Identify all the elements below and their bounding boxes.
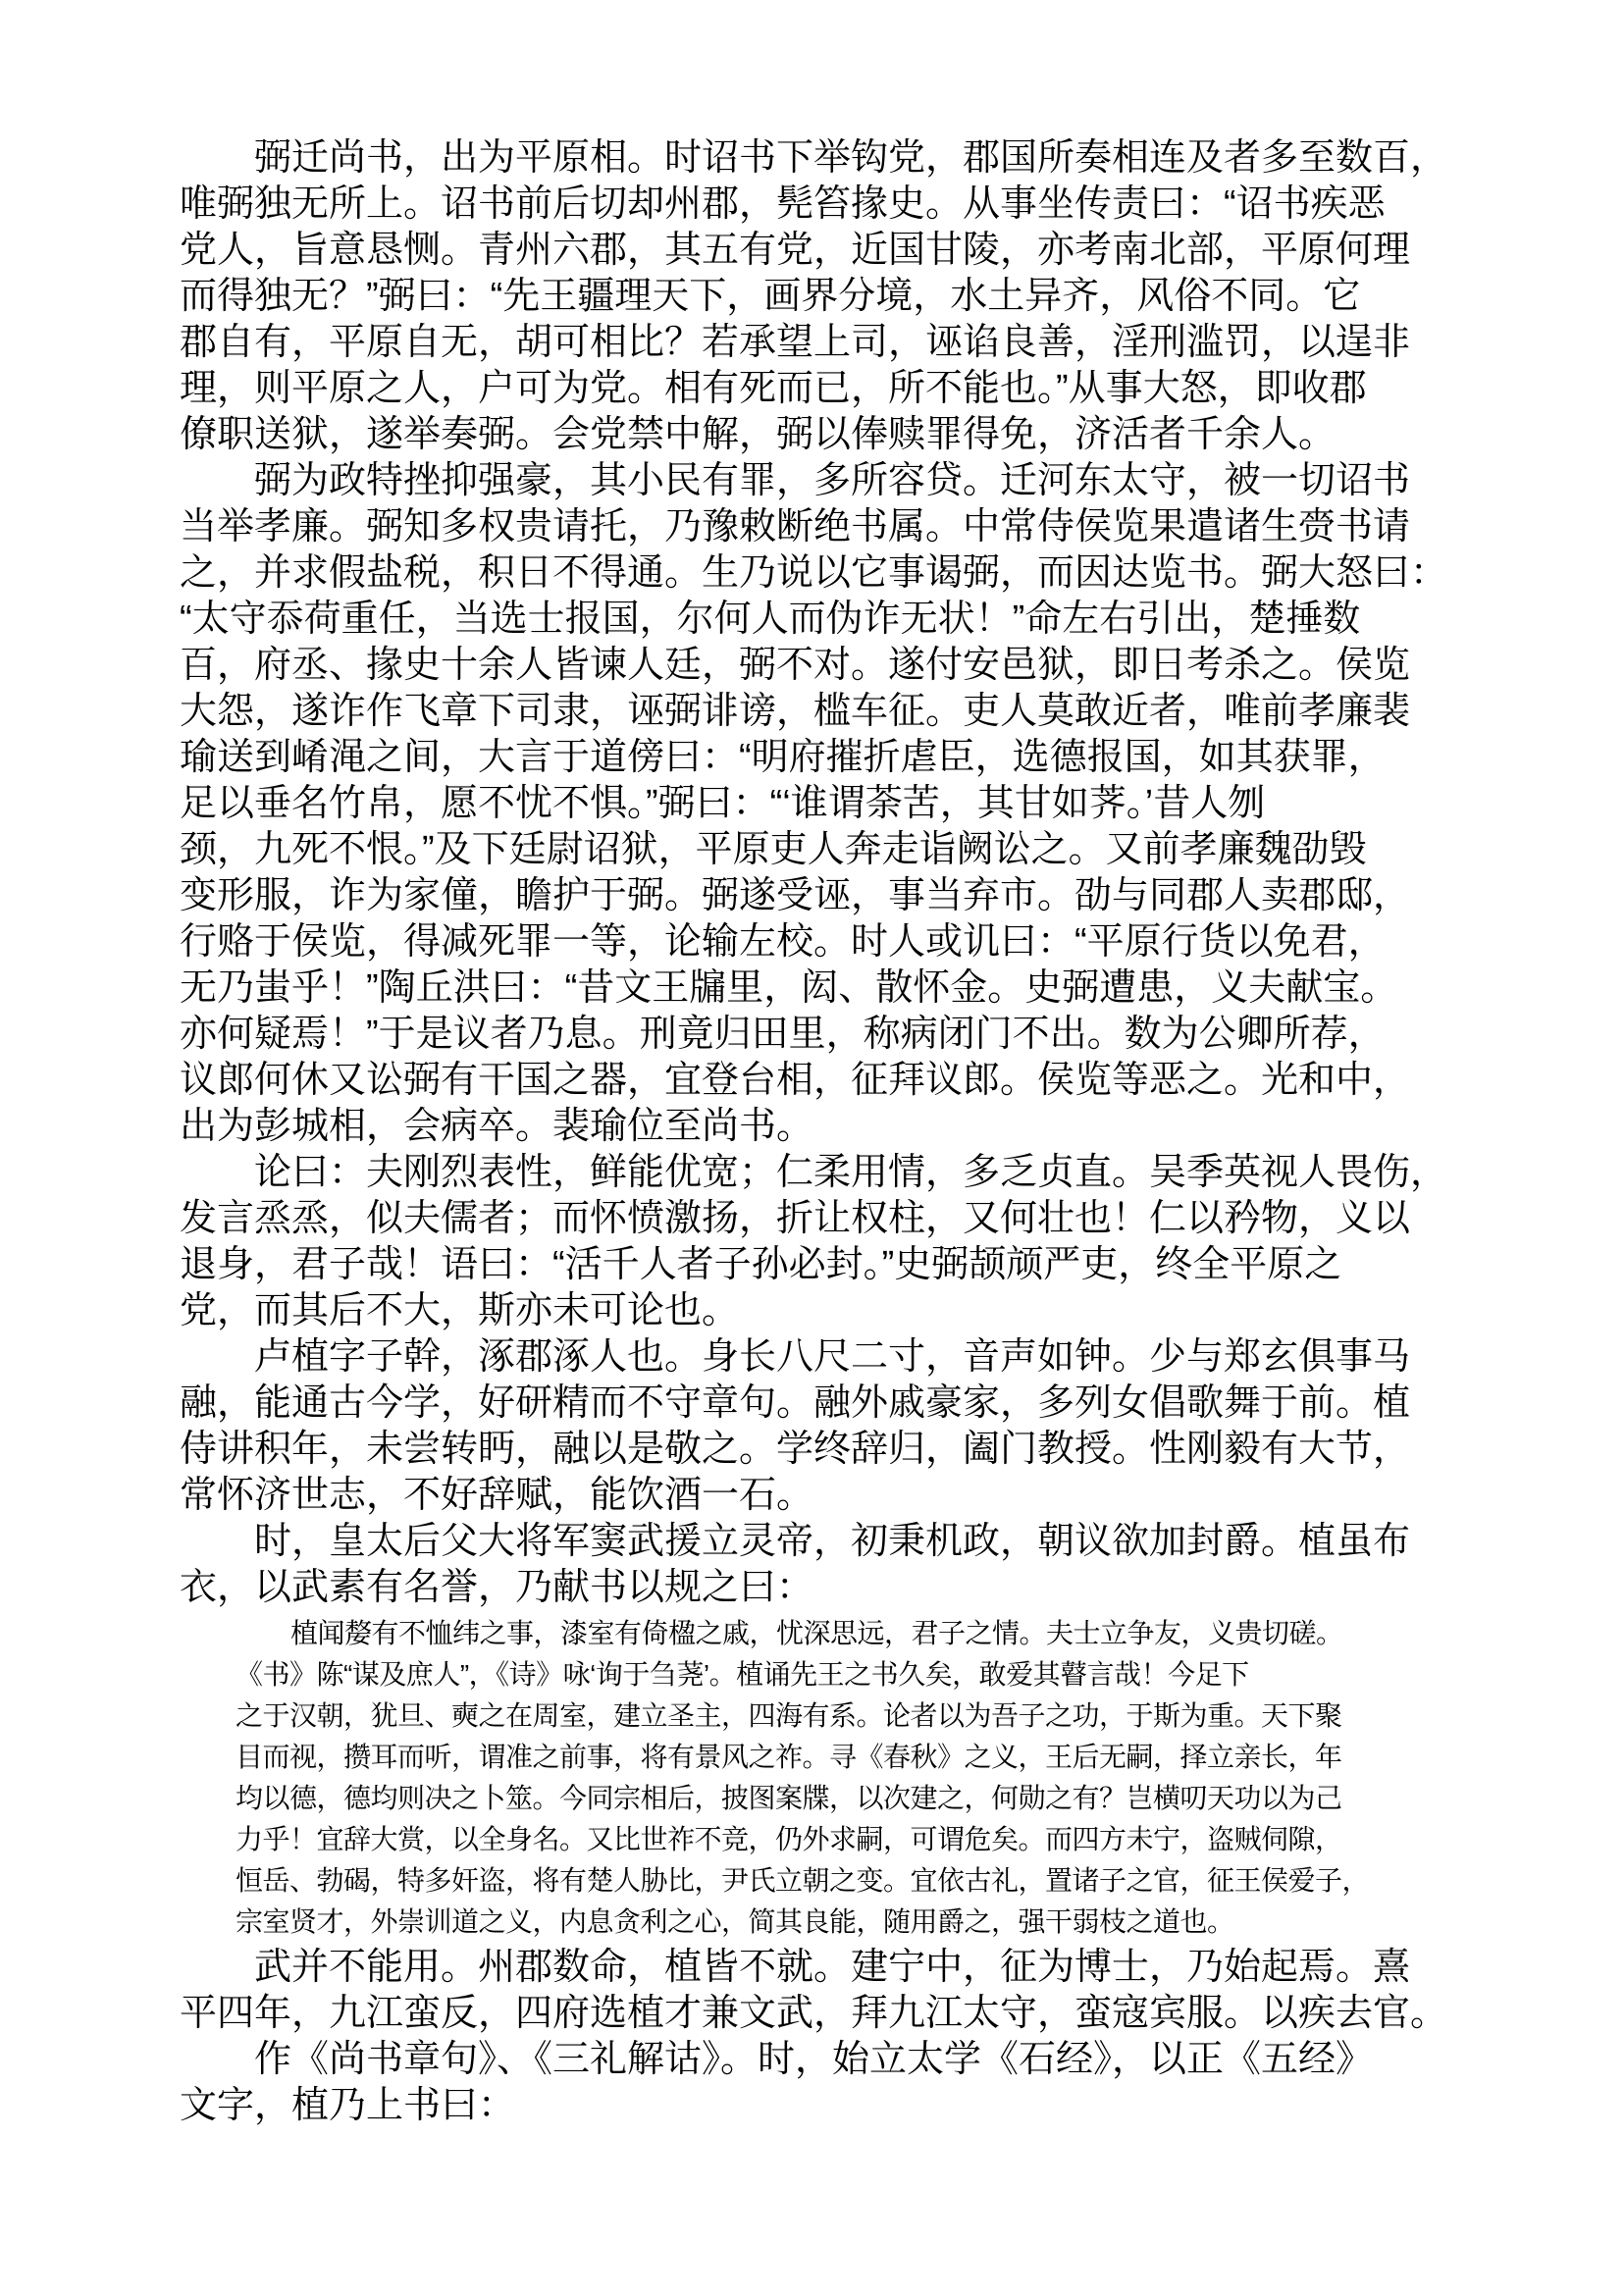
text-line: 武并不能用。州郡数命，植皆不就。建宁中，征为博士，乃始起焉。熹: [254, 1947, 1411, 1988]
paragraph: [180, 135, 1450, 458]
paragraph: [180, 1150, 1450, 1334]
text-line: 之，并求假盐税，积日不得通。生乃说以它事谒弼，而因达览书。弼大怒曰：: [180, 552, 1448, 594]
text-line: 文字，植乃上书曰：: [180, 2085, 516, 2126]
quote-line: 均以德，德均则决之卜筮。今同宗相后，披图案牒，以次建之，何勋之有？岂横叨天功以为己: [236, 1783, 1342, 1813]
text-line: 侍讲积年，未尝转眄，融以是敬之。学终辞归，阖门教授。性刚毅有大节，: [180, 1429, 1411, 1470]
paragraph: [180, 2037, 1450, 2129]
text-line: 而得独无？”弼曰：“先王疆理天下，画界分境，水土异齐，风俗不同。它: [180, 276, 1361, 317]
paragraph: [180, 1519, 1450, 1611]
text-line: 衣，以武素有名誉，乃献书以规之曰：: [180, 1567, 814, 1608]
text-line: 退身，君子哉！语曰：“活千人者子孙必封。”史弼颉颃严吏，终全平原之: [180, 1244, 1342, 1285]
text-line: 议郎何休又讼弼有干国之器，宜登台相，征拜议郎。侯览等恶之。光和中，: [180, 1060, 1411, 1101]
text-line: 当举孝廉。弼知多权贵请托，乃豫敕断绝书属。中常侍侯览果遣诸生赍书请: [180, 506, 1411, 547]
text-line: “太守忝荷重任，当选士报国，尔何人而伪诈无状！”命左右引出，楚捶数: [180, 599, 1361, 640]
paragraph: [180, 1334, 1450, 1519]
text-line: 弼为政特挫抑强豪，其小民有罪，多所容贷。迁河东太守，被一切诏书: [254, 460, 1411, 501]
text-line: 百，府丞、掾史十余人皆谏人廷，弼不对。遂付安邑狱，即日考杀之。侯览: [180, 645, 1411, 686]
quote-line: 之于汉朝，犹旦、奭之在周室，建立圣主，四海有系。论者以为吾子之功，于斯为重。天下聚: [236, 1700, 1342, 1731]
text-block: [180, 135, 1450, 2129]
text-line: 论曰：夫刚烈表性，鲜能优宽；仁柔用情，多乏贞直。吴季英视人畏伤，: [254, 1152, 1448, 1193]
paragraph: [180, 458, 1450, 1150]
text-line: 出为彭城相，会病卒。裴瑜位至尚书。: [180, 1106, 814, 1147]
text-line: 足以垂名竹帛，愿不忧不惧。”弼曰：“‘谁谓荼苦，其甘如荠。’昔人刎: [180, 783, 1266, 824]
text-line: 无乃蚩乎！”陶丘洪曰：“昔文王牖里，闳、散怀金。史弼遭患，义夫献宝。: [180, 967, 1398, 1009]
text-line: 常怀济世志，不好辞赋，能饮酒一石。: [180, 1475, 814, 1516]
block-quote: [180, 1613, 1450, 1943]
text-line: 弼迁尚书，出为平原相。时诏书下举钩党，郡国所奏相连及者多至数百，: [254, 137, 1448, 179]
text-line: 卢植字子幹，涿郡涿人也。身长八尺二寸，音声如钟。少与郑玄俱事马: [254, 1336, 1411, 1378]
text-line: 发言烝烝，似夫儒者；而怀愤激扬，折让权柱，又何壮也！仁以矜物，义以: [180, 1198, 1411, 1239]
text-line: 融，能通古今学，好研精而不守章句。融外戚豪家，多列女倡歌舞于前。植: [180, 1382, 1411, 1424]
quote-line: 《书》陈“谋及庶人”，《诗》咏‘询于刍荛’。植诵先王之书久矣，敢爱其瞽言哉！今足下: [236, 1659, 1249, 1690]
text-line: 理，则平原之人，户可为党。相有死而已，所不能也。”从事大怒，即收郡: [180, 368, 1367, 409]
text-line: 亦何疑焉！”于是议者乃息。刑竟归田里，称病闭门不出。数为公卿所荐，: [180, 1014, 1386, 1055]
text-line: 僚职送狱，遂举奏弼。会党禁中解，弼以俸赎罪得免，济活者千余人。: [180, 414, 1336, 455]
text-line: 变形服，诈为家僮，瞻护于弼。弼遂受诬，事当弃市。劭与同郡人卖郡邸，: [180, 875, 1411, 916]
quote-line: 恒岳、勃碣，特多奸盗，将有楚人胁比，尹氏立朝之变。宜依古礼，置诸子之官，征王侯爱子，: [236, 1865, 1370, 1896]
paragraph: [180, 1945, 1450, 2037]
text-line: 作《尚书章句》、《三礼解诂》。时，始立太学《石经》，以正《五经》: [254, 2039, 1374, 2080]
text-line: 颈，九死不恨。”及下廷尉诏狱，平原吏人奔走诣阙讼之。又前孝廉魏劭毁: [180, 829, 1367, 870]
quote-line: 力乎！宜辞大赏，以全身名。又比世祚不竞，仍外求嗣，可谓危矣。而四方未宁，盗贼伺隙，: [236, 1824, 1342, 1854]
quote-line: 目而视，攒耳而听，谓准之前事，将有景风之祚。寻《春秋》之义，王后无嗣，择立亲长，年: [236, 1742, 1342, 1772]
text-line: 大怨，遂诈作飞章下司隶，诬弼诽谤，槛车征。吏人莫敢近者，唯前孝廉裴: [180, 691, 1411, 732]
text-line: 行赂于侯览，得减死罪一等，论输左校。时人或讥曰：“平原行货以免君，: [180, 921, 1386, 963]
quote-line: 宗室贤才，外崇训道之义，内息贪利之心，简其良能，随用爵之，强干弱枝之道也。: [236, 1906, 1234, 1937]
text-line: 平四年，九江蛮反，四府选植才兼文武，拜九江太守，蛮寇宾服。以疾去官。: [180, 1993, 1448, 2034]
text-line: 唯弼独无所上。诏书前后切却州郡，髡笞掾史。从事坐传责曰：“诏书疾恶: [180, 183, 1386, 225]
text-line: 瑜送到崤渑之间，大言于道傍曰：“明府摧折虐臣，选德报国，如其获罪，: [180, 737, 1386, 778]
quote-line: 植闻嫠有不恤纬之事，漆室有倚楹之戚，忧深思远，君子之情。夫士立争友，义贵切磋。: [290, 1618, 1343, 1648]
text-line: 党人，旨意恳恻。青州六郡，其五有党，近国甘陵，亦考南北部，平原何理: [180, 230, 1411, 271]
text-line: 党，而其后不大，斯亦未可论也。: [180, 1290, 740, 1331]
text-line: 时，皇太后父大将军窦武援立灵帝，初秉机政，朝议欲加封爵。植虽布: [254, 1521, 1411, 1562]
text-line: 郡自有，平原自无，胡可相比？若承望上司，诬谄良善，淫刑滥罚，以逞非: [180, 322, 1411, 363]
